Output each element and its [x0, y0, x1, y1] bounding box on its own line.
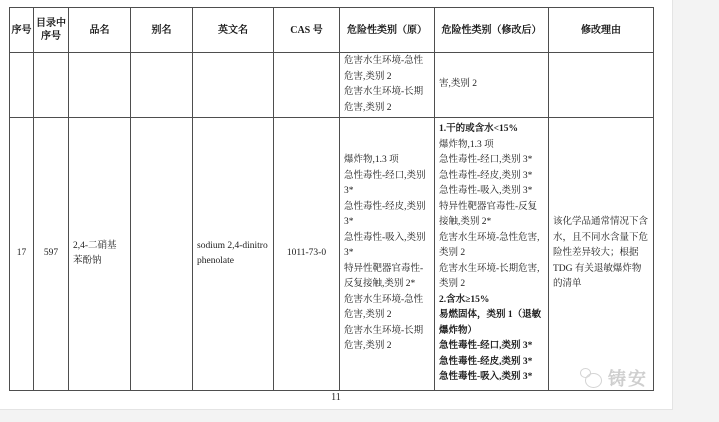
cell-cas-empty: [274, 53, 340, 118]
cell-alias-empty: [131, 53, 193, 118]
hazard-classification-table: [9, 7, 654, 391]
col-header-name: 品名: [69, 8, 131, 53]
cell-alias: [131, 118, 193, 391]
cell-hazard-original-continued: 危害水生环境-急性危害,类别 2 危害水生环境-长期危害,类别 2: [340, 53, 435, 118]
col-header-english-name: 英文名: [193, 8, 274, 53]
col-header-hazard-original: 危险性类别（原）: [340, 8, 435, 53]
cell-catalog-seq: 597: [34, 118, 69, 391]
col-header-hazard-revised: 危险性类别（修改后）: [435, 8, 549, 53]
table-row-17: [10, 118, 654, 391]
cell-name-empty: [69, 53, 131, 118]
cell-cas: 1011-73-0: [274, 118, 340, 391]
page-number: 11: [331, 392, 341, 403]
cell-reason: 该化学品通常情况下含水，且不同水含量下危险性差异较大；根据 TDG 有关退敏爆炸物的清单: [549, 118, 654, 391]
table-header-row: [10, 8, 654, 53]
cell-english-name-empty: [193, 53, 274, 118]
col-header-reason: 修改理由: [549, 8, 654, 53]
cell-hazard-original: 爆炸物,1.3 项 急性毒性-经口,类别 3* 急性毒性-经皮,类别 3* 急性毒性-吸入,类别 3* 特异性靶器官毒性-反复接触,类别 2* 危害水生环境-急性危害,类别 2 危害水生环境-长期危害,类别 2: [340, 118, 435, 391]
cell-english-name: sodium 2,4-dinitrophenolate: [193, 118, 274, 391]
cell-hazard-revised: 1.干的或含水<15% 爆炸物,1.3 项 急性毒性-经口,类别 3* 急性毒性-经皮,类别 3* 急性毒性-吸入,类别 3* 特异性靶器官毒性-反复接触,类别 2* 危害水生环境-急性危害,类别 2 危害水生环境-长期危害,类别 2 2.含水≥15% 易燃固体，类别 1（退敏爆炸物） 急性毒性-经口,类别 3* 急性毒性-经皮,类别 3* 急性毒性-吸入,类别 3*: [435, 118, 549, 391]
cell-seq-empty: [10, 53, 34, 118]
col-header-catalog-seq: 目录中序号: [34, 8, 69, 53]
cell-catalog-seq-empty: [34, 53, 69, 118]
col-header-cas: CAS 号: [274, 8, 340, 53]
watermark: [579, 365, 648, 391]
cell-hazard-revised-continued: 害,类别 2: [435, 53, 549, 118]
table-row-continued: [10, 53, 654, 118]
col-header-seq: 序号: [10, 8, 34, 53]
cell-reason-empty: [549, 53, 654, 118]
zhuan-logo-icon: [579, 367, 603, 389]
cell-name: 2,4-二硝基苯酚钠: [69, 118, 131, 391]
col-header-alias: 别名: [131, 8, 193, 53]
cell-seq: 17: [10, 118, 34, 391]
watermark-label: 铸安: [608, 369, 648, 389]
